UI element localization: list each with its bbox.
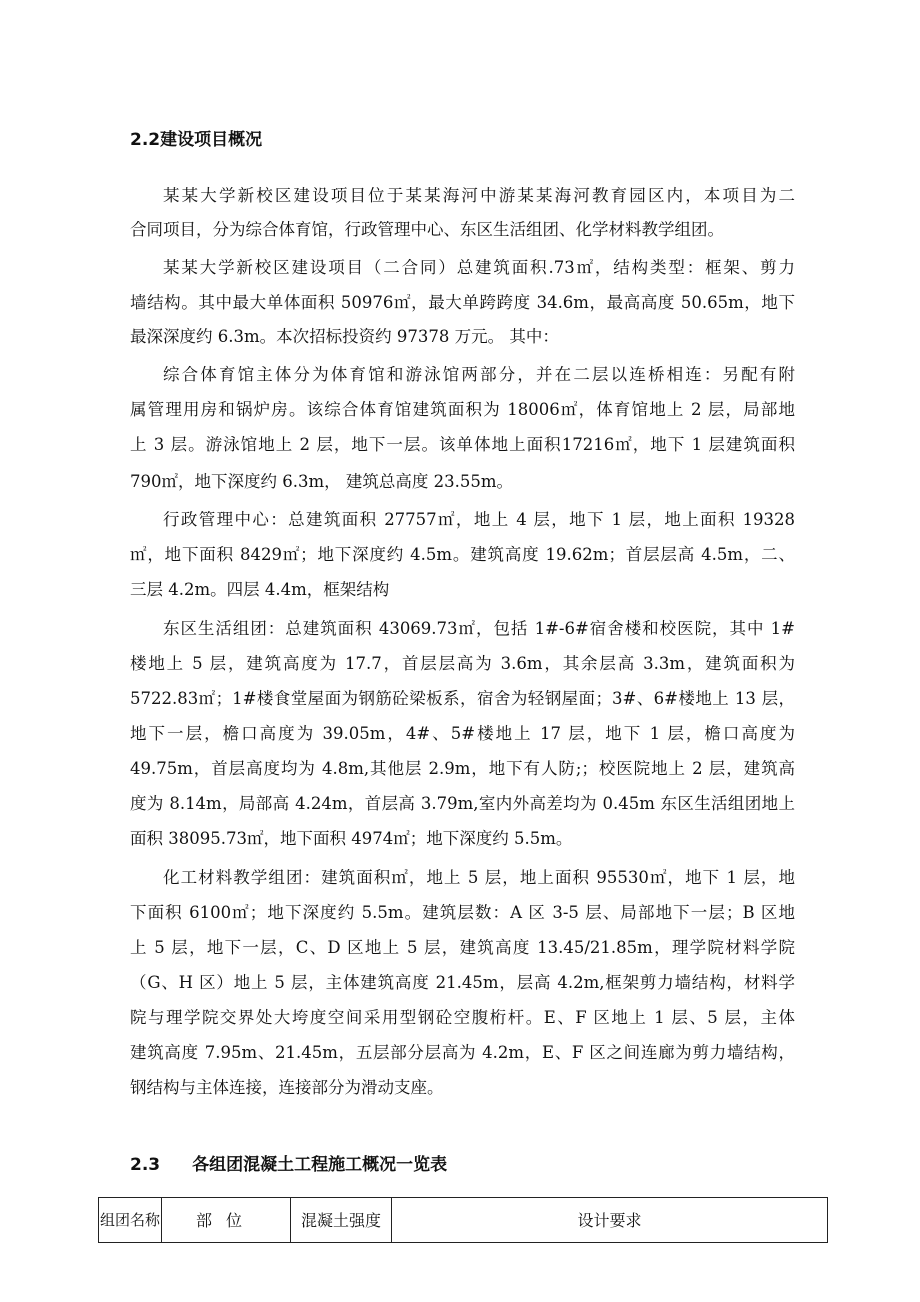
paragraph-line: （G、H 区）地上 5 层，主体建筑高度 21.45m，层高 4.2m,框架剪力墙结构，材料学 xyxy=(130,973,795,992)
table-header-row xyxy=(99,1198,828,1243)
paragraph-line: 面积 38095.73㎡，地下面积 4974㎡；地下深度约 5.5m。 xyxy=(130,829,573,848)
paragraph-line: 度为 8.14m，局部高 4.24m，首层高 3.79m,室内外高差均为 0.45m 东区生活组团地上 xyxy=(130,794,795,813)
header-concrete-strength: 混凝土强度 xyxy=(291,1198,392,1243)
concrete-overview-table xyxy=(98,1197,828,1243)
paragraph-line: 东区生活组团：总建筑面积 43069.73㎡，包括 1#-6#宿舍楼和校医院，其中 1# xyxy=(163,619,795,638)
paragraph-line: 墙结构。其中最大单体面积 50976㎡，最大单跨跨度 34.6m，最高高度 50.65m，地下 xyxy=(130,293,795,312)
paragraph-line: 上 3 层。游泳馆地上 2 层，地下一层。该单体地上面积17216㎡，地下 1 层建筑面积 xyxy=(130,435,795,454)
paragraph-line: 地下一层，檐口高度为 39.05m，4#、5#楼地上 17 层，地下 1 层，檐口高度为 xyxy=(130,724,795,743)
paragraph-line: 院与理学院交界处大垮度空间采用型钢砼空腹桁杆。E、F 区地上 1 层、5 层，主体 xyxy=(130,1008,795,1027)
paragraph-line: 楼地上 5 层，建筑高度为 17.7，首层层高为 3.6m，其余层高 3.3m，建筑面积为 xyxy=(130,654,795,673)
paragraph-line: 下面积 6100㎡；地下深度约 5.5m。建筑层数：A 区 3-5 层、局部地下一层；B 区地 xyxy=(130,903,795,922)
paragraph-line: 49.75m，首层高度均为 4.8m,其他层 2.9m，地下有人防;；校医院地上 2 层，建筑高 xyxy=(130,759,795,778)
paragraph-line: 合同项目，分为综合体育馆，行政管理中心、东区生活组团、化学材料教学组团。 xyxy=(130,220,724,239)
section-title: 各组团混凝土工程施工概况一览表 xyxy=(192,1155,448,1175)
paragraph-line: 化工材料教学组团：建筑面积㎡，地上 5 层，地上面积 95530㎡，地下 1 层，地 xyxy=(163,868,795,887)
paragraph-line: 钢结构与主体连接，连接部分为滑动支座。 xyxy=(130,1078,444,1097)
section-number: 2.3 xyxy=(130,1155,161,1175)
paragraph-line: 某某大学新校区建设项目位于某某海河中游某某海河教育园区内，本项目为二 xyxy=(163,186,795,205)
paragraph-line: 属管理用房和锅炉房。该综合体育馆建筑面积为 18006㎡，体育馆地上 2 层，局部地 xyxy=(130,400,795,419)
paragraph-line: 某某大学新校区建设项目（二合同）总建筑面积.73㎡，结构类型：框架、剪力 xyxy=(163,258,795,277)
paragraph-line: 行政管理中心：总建筑面积 27757㎡，地上 4 层，地下 1 层，地上面积 19328 xyxy=(163,510,795,529)
paragraph-line: 790㎡，地下深度约 6.3m， 建筑总高度 23.55m。 xyxy=(130,472,513,491)
paragraph-line: 三层 4.2m。四层 4.4m，框架结构 xyxy=(130,580,390,599)
paragraph-line: 建筑高度 7.95m、21.45m，五层部分层高为 4.2m，E、F 区之间连廊为剪力墙结构， xyxy=(130,1043,795,1062)
header-group-name: 组团名称 xyxy=(99,1198,162,1243)
section-heading-2-3 xyxy=(130,1153,447,1177)
paragraph-line: 最深深度约 6.3m。本次招标投资约 97378 万元。 其中： xyxy=(130,327,559,346)
header-design-requirements: 设计要求 xyxy=(392,1198,828,1243)
paragraph-line: 5722.83㎡；1#楼食堂屋面为钢筋砼梁板系，宿舍为轻钢屋面；3#、6#楼地上 13 层， xyxy=(130,689,795,708)
header-location: 部位 xyxy=(162,1198,291,1243)
paragraph-line: 上 5 层，地下一层，C、D 区地上 5 层，建筑高度 13.45/21.85m，理学院材料学院 xyxy=(130,938,795,957)
paragraph-line: 综合体育馆主体分为体育馆和游泳馆两部分，并在二层以连桥相连：另配有附 xyxy=(163,365,795,384)
paragraph-line: ㎡，地下面积 8429㎡；地下深度约 4.5m。建筑高度 19.62m；首层层高 4.5m，二、 xyxy=(130,545,795,564)
section-heading-2-2: 2.2建设项目概况 xyxy=(130,130,263,150)
